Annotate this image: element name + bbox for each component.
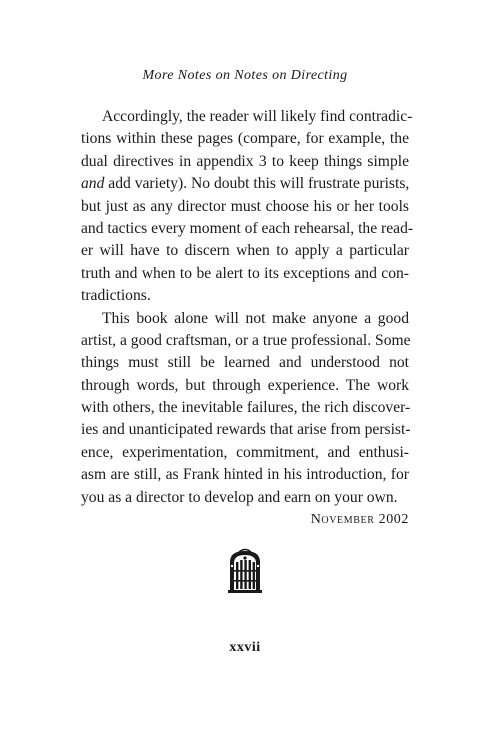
body-line-rest: add variety). No doubt this will frustrate purists, [104, 175, 410, 193]
body-line: tions within these pages (compare, for example, the [81, 130, 409, 148]
body-line: but just as any director must choose his or her tools [81, 197, 409, 215]
body-line: Accordingly, the reader will likely find contradic- [102, 108, 413, 125]
body-line: things must still be learned and understood not [81, 354, 409, 372]
body-line: with others, the inevitable failures, the rich discover- [81, 399, 411, 417]
body-line: This book alone will not make anyone a good [102, 309, 409, 327]
body-line: and tactics every moment of each rehearsal, the read- [81, 219, 414, 237]
body-line: through words, but through experience. The work [81, 376, 409, 394]
running-head: More Notes on Notes on Directing [142, 68, 348, 83]
body-line: artist, a good craftsman, or a true professional. Some [81, 331, 411, 349]
body-line: ies and unanticipated rewards that arise from persist- [81, 421, 411, 439]
body-line: tradictions. [81, 287, 151, 305]
date-line: November 2002 [310, 512, 409, 527]
body-line: er will have to discern when to apply a particular [81, 242, 409, 260]
emphasis-and: and [81, 175, 105, 193]
body-line: truth and when to be alert to its exceptions and con- [81, 264, 409, 282]
body-line: asm are still, as Frank hinted in his introduction, for [81, 466, 409, 484]
body-text [81, 106, 414, 509]
body-line: you as a director to develop and earn on your own. [81, 488, 398, 506]
page-number: xxvii [229, 640, 261, 655]
body-line [81, 173, 409, 195]
printer-device-ornament-icon [226, 548, 264, 594]
body-line: dual directives in appendix 3 to keep things simple [81, 152, 409, 170]
body-line: ence, experimentation, commitment, and enthusi- [81, 443, 409, 461]
